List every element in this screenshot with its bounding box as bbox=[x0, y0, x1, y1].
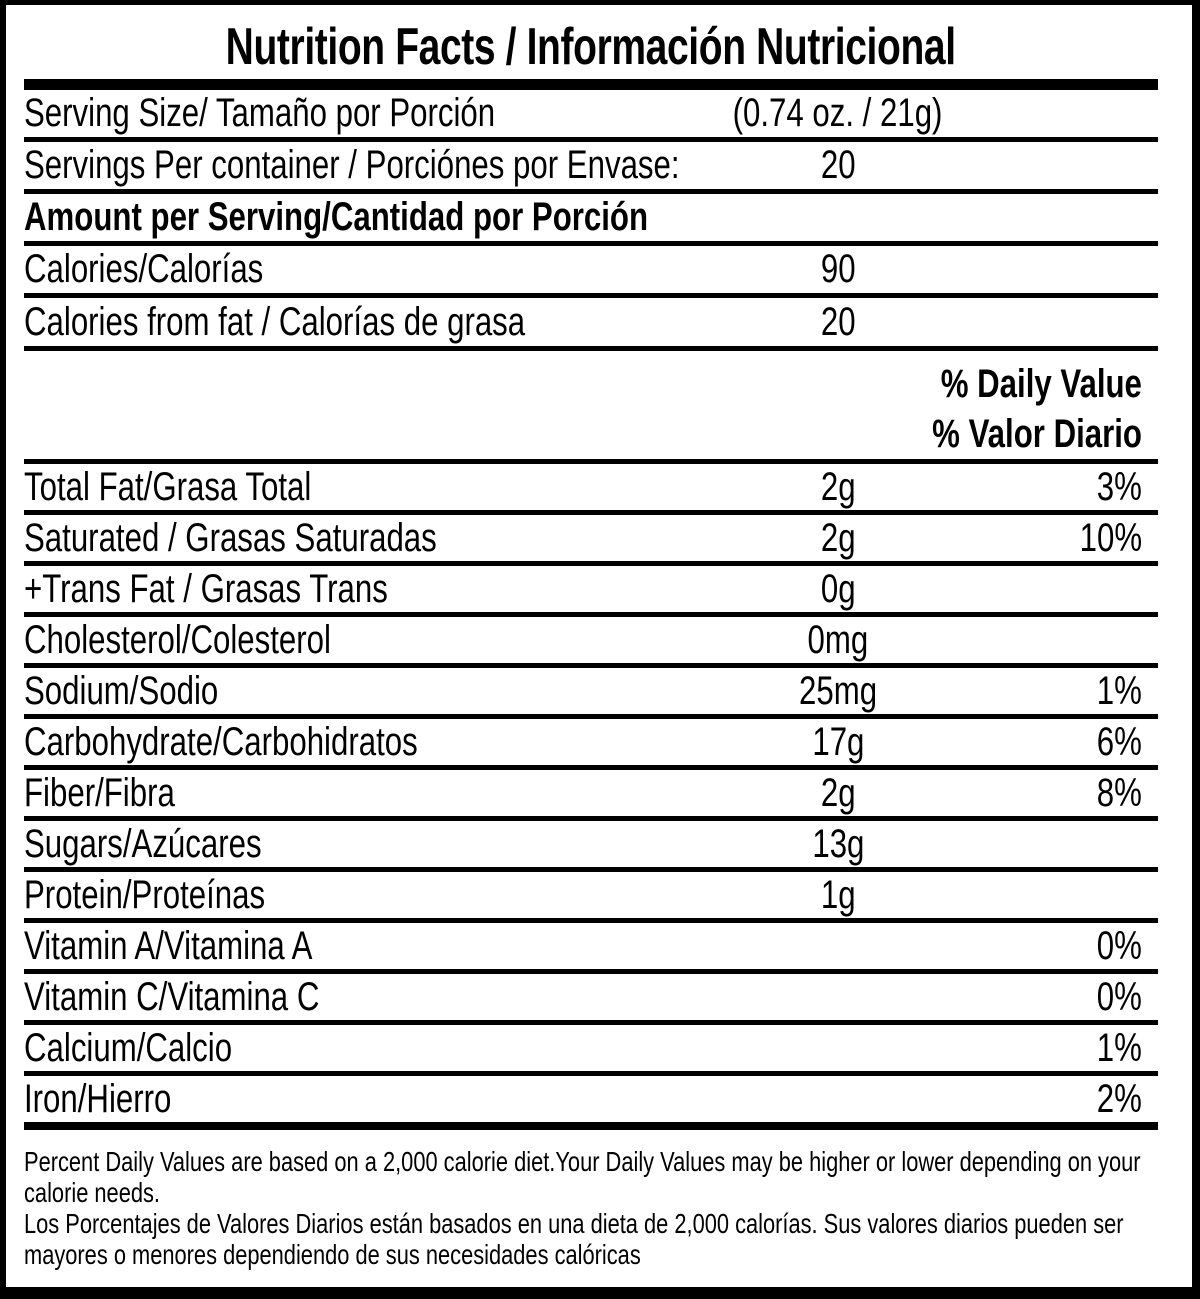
nutrient-daily-value: 3% bbox=[1096, 464, 1142, 509]
nutrient-amount-cell bbox=[718, 872, 958, 918]
nutrient-label-cell bbox=[24, 974, 718, 1020]
nutrient-label-cell bbox=[24, 770, 718, 816]
nutrient-label-cell bbox=[24, 1025, 718, 1071]
nutrient-amount: 17g bbox=[811, 719, 865, 764]
nutrient-label: Vitamin C/Vitamina C bbox=[24, 974, 320, 1019]
nutrient-label: Calcium/Calcio bbox=[24, 1025, 233, 1070]
label-content bbox=[6, 15, 1192, 1270]
servings-per-container-label: Servings Per container / Porciónes por Envase: bbox=[24, 143, 680, 187]
footnote-line-1 bbox=[24, 1146, 1158, 1177]
nutrient-daily-value-cell bbox=[958, 464, 1158, 510]
nutrient-row bbox=[24, 668, 1158, 719]
nutrient-label: Sodium/Sodio bbox=[24, 668, 219, 713]
calories-empty-cell bbox=[958, 246, 1158, 293]
title-separator-bar bbox=[24, 79, 1158, 90]
nutrient-label-cell bbox=[24, 872, 718, 918]
nutrient-row bbox=[24, 923, 1158, 974]
calories-value: 90 bbox=[820, 247, 856, 291]
nutrient-daily-value: 8% bbox=[1096, 770, 1142, 815]
nutrient-amount: 25mg bbox=[798, 668, 878, 713]
daily-value-header-es: % Valor Diario bbox=[932, 411, 1142, 456]
nutrient-label: Carbohydrate/Carbohidratos bbox=[24, 719, 418, 764]
serving-size-empty-cell bbox=[958, 90, 1158, 137]
nutrient-label-cell bbox=[24, 1076, 718, 1122]
nutrient-row bbox=[24, 566, 1158, 617]
footnote-text-en-2: calorie needs. bbox=[24, 1177, 160, 1208]
nutrient-amount-cell bbox=[718, 1025, 958, 1071]
nutrient-amount-cell bbox=[718, 617, 958, 663]
nutrient-label: Vitamin A/Vitamina A bbox=[24, 923, 313, 968]
footnote-line-2 bbox=[24, 1177, 1158, 1208]
amount-per-serving-header-cell bbox=[24, 194, 1158, 241]
servings-per-container-value: 20 bbox=[820, 143, 856, 187]
serving-size-row bbox=[24, 90, 1158, 142]
nutrient-amount-cell bbox=[718, 668, 958, 714]
nutrient-label-cell bbox=[24, 821, 718, 867]
nutrient-daily-value: 1% bbox=[1096, 1025, 1142, 1070]
nutrient-amount: 2g bbox=[820, 464, 856, 509]
nutrient-daily-value-cell bbox=[958, 617, 1158, 663]
nutrient-daily-value-cell bbox=[958, 1076, 1158, 1122]
daily-value-header-block bbox=[24, 351, 1158, 464]
nutrient-amount-cell bbox=[718, 464, 958, 510]
calories-value-cell bbox=[718, 246, 958, 293]
nutrient-amount: 13g bbox=[811, 821, 865, 866]
serving-size-label-cell bbox=[24, 90, 718, 137]
nutrient-label: +Trans Fat / Grasas Trans bbox=[24, 566, 388, 611]
nutrient-daily-value: 1% bbox=[1096, 668, 1142, 713]
nutrient-daily-value-cell bbox=[958, 719, 1158, 765]
calories-from-fat-label-cell bbox=[24, 298, 718, 346]
nutrient-amount-cell bbox=[718, 770, 958, 816]
nutrient-daily-value: 10% bbox=[1079, 515, 1142, 560]
nutrient-amount-cell bbox=[718, 515, 958, 561]
calories-from-fat-empty-cell bbox=[958, 298, 1158, 346]
page-title: Nutrition Facts / Información Nutricional bbox=[225, 18, 957, 76]
nutrient-daily-value-cell bbox=[958, 668, 1158, 714]
nutrient-label: Sugars/Azúcares bbox=[24, 821, 262, 866]
footnote-text-en-1: Percent Daily Values are based on a 2,000 calorie diet.Your Daily Values may be higher or lower depending on your bbox=[24, 1146, 1141, 1177]
nutrient-label-cell bbox=[24, 617, 718, 663]
nutrient-daily-value-cell bbox=[958, 770, 1158, 816]
nutrient-label: Protein/Proteínas bbox=[24, 872, 266, 917]
nutrient-daily-value: 0% bbox=[1096, 923, 1142, 968]
nutrient-label: Iron/Hierro bbox=[24, 1076, 172, 1121]
nutrient-row bbox=[24, 770, 1158, 821]
nutrient-daily-value-cell bbox=[958, 821, 1158, 867]
nutrient-row bbox=[24, 974, 1158, 1025]
calories-from-fat-label: Calories from fat / Calorías de grasa bbox=[24, 299, 526, 344]
amount-per-serving-header: Amount per Serving/Cantidad por Porción bbox=[24, 195, 649, 239]
calories-label: Calories/Calorías bbox=[24, 247, 264, 291]
serving-size-value: (0.74 oz. / 21g) bbox=[733, 91, 943, 135]
nutrient-label-cell bbox=[24, 719, 718, 765]
footnote-text-es-2: mayores o menores dependiendo de sus necesidades calóricas bbox=[24, 1239, 641, 1270]
nutrient-row bbox=[24, 872, 1158, 923]
calories-from-fat-value: 20 bbox=[820, 299, 856, 344]
nutrient-label-cell bbox=[24, 464, 718, 510]
nutrient-amount-cell bbox=[718, 974, 958, 1020]
servings-per-container-value-cell bbox=[718, 142, 958, 189]
servings-per-container-empty-cell bbox=[958, 142, 1158, 189]
nutrient-amount-cell bbox=[718, 821, 958, 867]
nutrient-daily-value-cell bbox=[958, 1025, 1158, 1071]
servings-per-container-row bbox=[24, 142, 1158, 194]
amount-per-serving-header-row bbox=[24, 194, 1158, 246]
nutrient-row bbox=[24, 515, 1158, 566]
nutrient-amount: 0mg bbox=[807, 617, 869, 662]
calories-from-fat-row bbox=[24, 298, 1158, 351]
footnote-text-es-1: Los Porcentajes de Valores Diarios están basados en una dieta de 2,000 calorías. Sus valores diarios pueden ser bbox=[24, 1208, 1124, 1239]
nutrient-row bbox=[24, 1025, 1158, 1076]
serving-size-value-cell bbox=[718, 90, 958, 137]
nutrient-daily-value-cell bbox=[958, 515, 1158, 561]
nutrient-daily-value: 0% bbox=[1096, 974, 1142, 1019]
nutrient-daily-value-cell bbox=[958, 923, 1158, 969]
nutrient-amount: 1g bbox=[820, 872, 856, 917]
footnote-line-4 bbox=[24, 1239, 1158, 1270]
nutrient-label: Saturated / Grasas Saturadas bbox=[24, 515, 437, 560]
calories-label-cell bbox=[24, 246, 718, 293]
nutrient-amount-cell bbox=[718, 566, 958, 612]
daily-value-header-en-line bbox=[24, 359, 1158, 409]
nutrient-amount: 2g bbox=[820, 770, 856, 815]
nutrient-daily-value-cell bbox=[958, 872, 1158, 918]
footnote-line-3 bbox=[24, 1208, 1158, 1239]
nutrient-row bbox=[24, 617, 1158, 668]
nutrient-daily-value: 6% bbox=[1096, 719, 1142, 764]
nutrient-daily-value: 2% bbox=[1096, 1076, 1142, 1121]
nutrient-amount-cell bbox=[718, 923, 958, 969]
nutrient-amount-cell bbox=[718, 719, 958, 765]
title-row bbox=[24, 15, 1158, 79]
nutrient-row bbox=[24, 821, 1158, 872]
nutrient-row bbox=[24, 464, 1158, 515]
daily-value-header-en: % Daily Value bbox=[940, 361, 1142, 406]
daily-value-header-es-line bbox=[24, 409, 1158, 459]
calories-from-fat-value-cell bbox=[718, 298, 958, 346]
nutrient-daily-value-cell bbox=[958, 566, 1158, 612]
nutrient-daily-value-cell bbox=[958, 974, 1158, 1020]
serving-size-label: Serving Size/ Tamaño por Porción bbox=[24, 91, 496, 135]
nutrient-table bbox=[24, 464, 1158, 1130]
footnote bbox=[24, 1130, 1158, 1270]
nutrient-row bbox=[24, 719, 1158, 770]
servings-per-container-label-cell bbox=[24, 142, 718, 189]
nutrient-amount: 2g bbox=[820, 515, 856, 560]
nutrient-label-cell bbox=[24, 515, 718, 561]
nutrient-label-cell bbox=[24, 668, 718, 714]
calories-row bbox=[24, 246, 1158, 298]
nutrient-amount-cell bbox=[718, 1076, 958, 1122]
nutrient-label-cell bbox=[24, 923, 718, 969]
nutrient-label: Cholesterol/Colesterol bbox=[24, 617, 331, 662]
nutrient-label-cell bbox=[24, 566, 718, 612]
nutrient-label: Fiber/Fibra bbox=[24, 770, 175, 815]
nutrient-amount: 0g bbox=[820, 566, 856, 611]
nutrient-label: Total Fat/Grasa Total bbox=[24, 464, 312, 509]
nutrient-row bbox=[24, 1076, 1158, 1130]
